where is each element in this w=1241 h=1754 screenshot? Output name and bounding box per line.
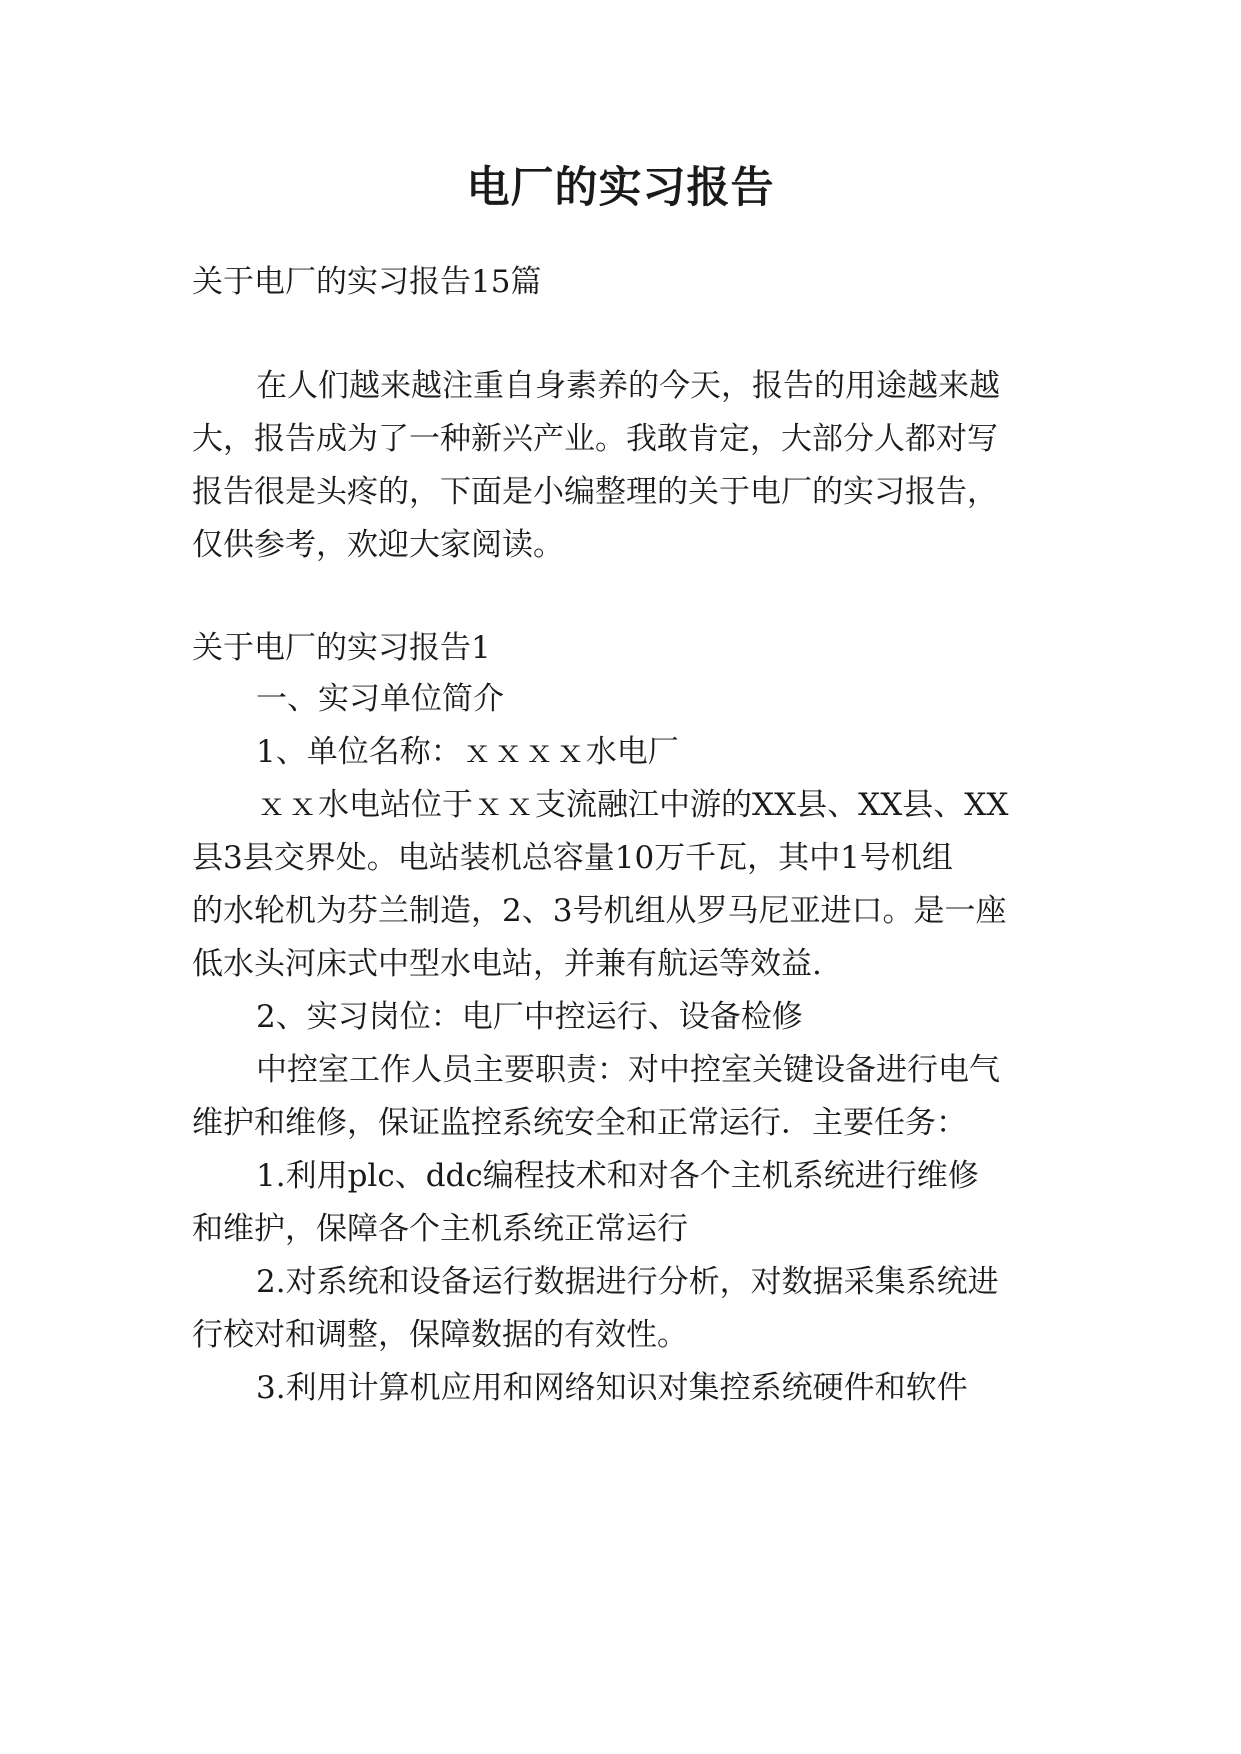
section-heading: 关于电厂的实习报告1: [192, 630, 491, 666]
body-line: 和维护，保障各个主机系统正常运行: [192, 1211, 688, 1247]
intro-line: 仅供参考，欢迎大家阅读。: [192, 527, 564, 563]
body-line: 2、实习岗位：电厂中控运行、设备检修: [256, 999, 803, 1035]
body-line: 1.利用plc、ddc编程技术和对各个主机系统进行维修: [256, 1158, 979, 1194]
body-line: 一、实习单位简介: [256, 681, 504, 717]
body-line: 维护和维修，保证监控系统安全和正常运行．主要任务：: [192, 1105, 967, 1141]
document-title: 电厂的实习报告: [466, 163, 775, 213]
intro-line: 报告很是头疼的，下面是小编整理的关于电厂的实习报告，: [192, 474, 998, 510]
body-line: 1、单位名称：ｘｘｘｘ水电厂: [256, 734, 679, 770]
body-line: 3.利用计算机应用和网络知识对集控系统硬件和软件: [256, 1370, 968, 1406]
intro-line: 大，报告成为了一种新兴产业。我敢肯定，大部分人都对写: [192, 421, 998, 457]
body-line: 中控室工作人员主要职责：对中控室关键设备进行电气: [256, 1052, 1000, 1088]
body-line: 行校对和调整，保障数据的有效性。: [192, 1317, 688, 1353]
intro-line: 在人们越来越注重自身素养的今天，报告的用途越来越: [256, 368, 1000, 404]
body-line: 县3县交界处。电站装机总容量10万千瓦，其中1号机组: [192, 840, 953, 876]
body-line: 2.对系统和设备运行数据进行分析，对数据采集系统进: [256, 1264, 999, 1300]
body-line: ｘｘ水电站位于ｘｘ支流融江中游的XX县、XX县、XX: [256, 787, 1009, 823]
document-subtitle: 关于电厂的实习报告15篇: [192, 264, 542, 300]
body-line: 低水头河床式中型水电站，并兼有航运等效益.: [192, 946, 822, 982]
body-line: 的水轮机为芬兰制造，2、3号机组从罗马尼亚进口。是一座: [192, 893, 1007, 929]
